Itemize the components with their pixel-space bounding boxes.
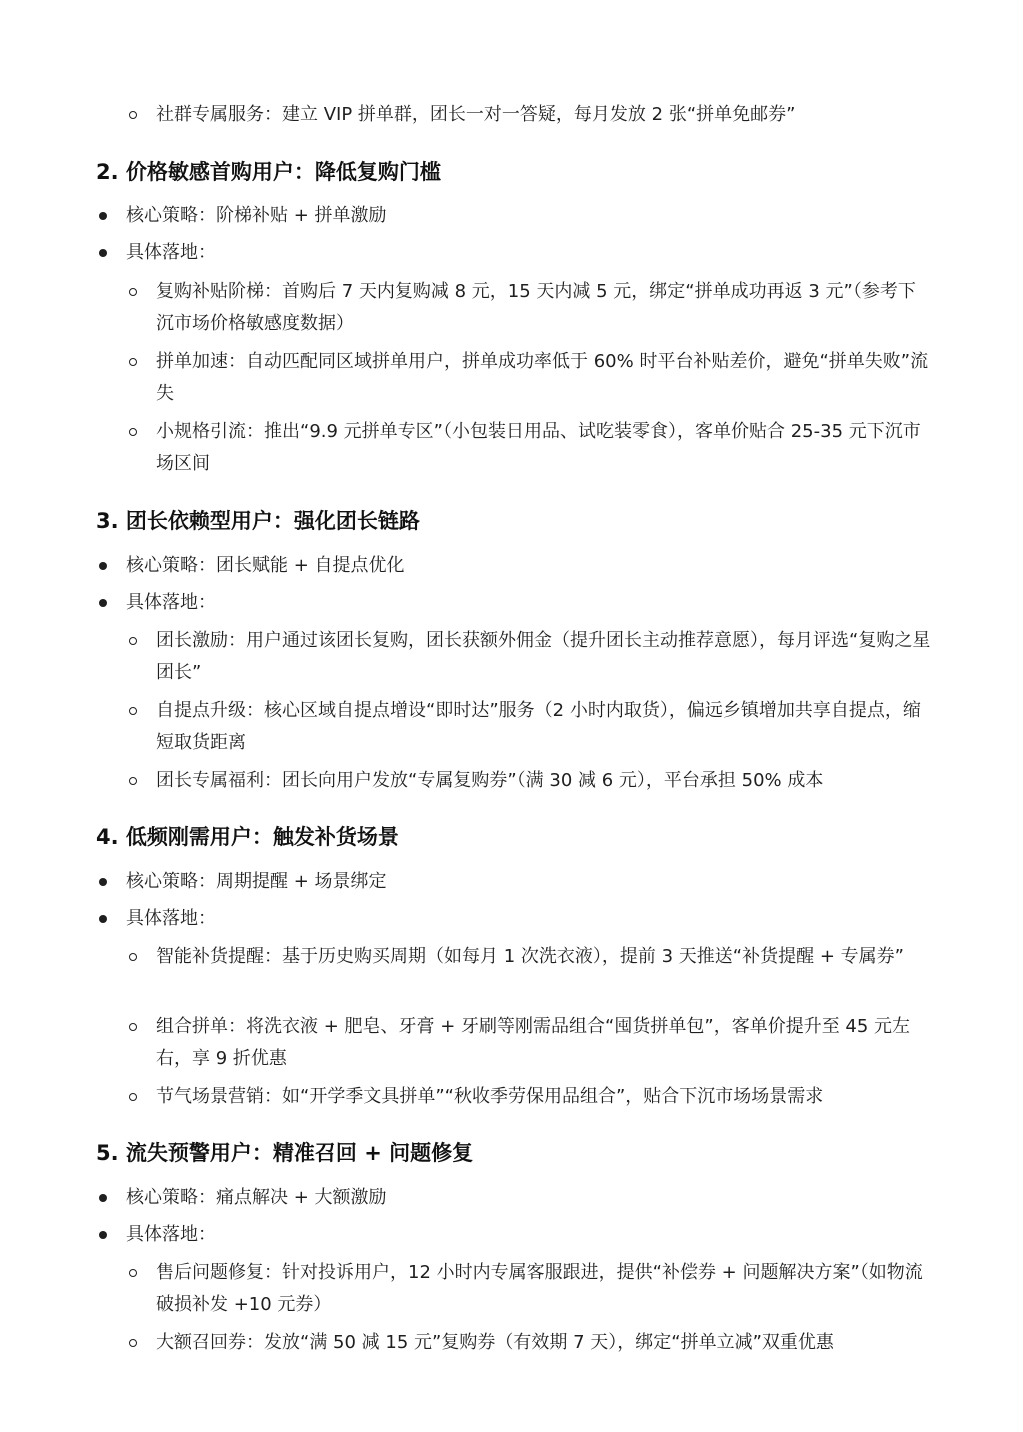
list-item-text: 核心策略：痛点解决 + 大额激励 bbox=[126, 1187, 387, 1208]
list-item bbox=[126, 200, 926, 232]
bullet-icon bbox=[99, 599, 107, 607]
list-item bbox=[126, 550, 926, 582]
list-item-text: 复购补贴阶梯：首购后 7 天内复购减 8 元，15 天内减 5 元，绑定“拼单成功再返 3 元”（参考下沉市场价格敏感度数据） bbox=[156, 281, 916, 334]
list-item bbox=[126, 1219, 926, 1251]
bullet-icon bbox=[99, 249, 107, 257]
hollow-bullet-icon bbox=[129, 1269, 137, 1277]
hollow-bullet-icon bbox=[129, 707, 137, 715]
list-item bbox=[156, 1081, 931, 1113]
list-item bbox=[126, 237, 926, 269]
list-item-text: 具体落地： bbox=[126, 908, 216, 929]
hollow-bullet-icon bbox=[129, 953, 137, 961]
list-item-text: 售后问题修复：针对投诉用户，12 小时内专属客服跟进，提供“补偿券 + 问题解决方案”（如物流破损补发 +10 元券） bbox=[156, 1262, 923, 1315]
list-item-text: 核心策略：团长赋能 + 自提点优化 bbox=[126, 555, 405, 576]
list-item bbox=[156, 695, 931, 759]
list-item bbox=[126, 1182, 926, 1214]
list-item bbox=[156, 1011, 931, 1075]
list-item-text: 节气场景营销：如“开学季文具拼单”“秋收季劳保用品组合”，贴合下沉市场场景需求 bbox=[156, 1086, 824, 1107]
list-item-text: 核心策略：周期提醒 + 场景绑定 bbox=[126, 871, 387, 892]
list-item-text: 大额召回券：发放“满 50 减 15 元”复购券（有效期 7 天），绑定“拼单立减”双重优惠 bbox=[156, 1332, 834, 1353]
section-heading: 2. 价格敏感首购用户：降低复购门槛 bbox=[96, 160, 441, 184]
bullet-icon bbox=[99, 915, 107, 923]
list-item bbox=[126, 587, 926, 619]
list-item bbox=[156, 1257, 931, 1321]
hollow-bullet-icon bbox=[129, 428, 137, 436]
list-item-text: 组合拼单：将洗衣液 + 肥皂、牙膏 + 牙刷等刚需品组合“囤货拼单包”，客单价提升至 45 元左右，享 9 折优惠 bbox=[156, 1016, 911, 1069]
bullet-icon bbox=[99, 1231, 107, 1239]
hollow-bullet-icon bbox=[129, 1093, 137, 1101]
hollow-bullet-icon bbox=[129, 1339, 137, 1347]
hollow-bullet-icon bbox=[129, 1023, 137, 1031]
list-item-text: 社群专属服务：建立 VIP 拼单群，团长一对一答疑，每月发放 2 张“拼单免邮券” bbox=[156, 104, 796, 125]
list-item-text: 小规格引流：推出“9.9 元拼单专区”（小包装日用品、试吃装零食），客单价贴合 25-35 元下沉市场区间 bbox=[156, 421, 921, 474]
bullet-icon bbox=[99, 562, 107, 570]
hollow-bullet-icon bbox=[129, 358, 137, 366]
hollow-bullet-icon bbox=[129, 111, 137, 119]
list-item-text: 拼单加速：自动匹配同区域拼单用户，拼单成功率低于 60% 时平台补贴差价，避免“拼单失败”流失 bbox=[156, 351, 929, 404]
list-item bbox=[126, 903, 926, 935]
list-item bbox=[156, 941, 931, 973]
list-item bbox=[156, 346, 931, 410]
list-item-text: 智能补货提醒：基于历史购买周期（如每月 1 次洗衣液），提前 3 天推送“补货提醒 + 专属券” bbox=[156, 946, 904, 967]
list-item bbox=[156, 765, 931, 797]
list-item-text: 团长专属福利：团长向用户发放“专属复购券”（满 30 减 6 元），平台承担 50% 成本 bbox=[156, 770, 824, 791]
section-heading: 4. 低频刚需用户：触发补货场景 bbox=[96, 825, 399, 849]
bullet-icon bbox=[99, 878, 107, 886]
list-item bbox=[126, 866, 926, 898]
list-item-text: 自提点升级：核心区域自提点增设“即时达”服务（2 小时内取货），偏远乡镇增加共享自提点，缩短取货距离 bbox=[156, 700, 921, 753]
list-item-text: 团长激励：用户通过该团长复购，团长获额外佣金（提升团长主动推荐意愿），每月评选“复购之星团长” bbox=[156, 630, 931, 683]
list-item bbox=[156, 99, 931, 131]
list-item bbox=[156, 625, 931, 689]
hollow-bullet-icon bbox=[129, 288, 137, 296]
bullet-icon bbox=[99, 1194, 107, 1202]
list-item-text: 核心策略：阶梯补贴 + 拼单激励 bbox=[126, 205, 387, 226]
list-item-text: 具体落地： bbox=[126, 1224, 216, 1245]
hollow-bullet-icon bbox=[129, 637, 137, 645]
bullet-icon bbox=[99, 212, 107, 220]
list-item-text: 具体落地： bbox=[126, 592, 216, 613]
list-item bbox=[156, 276, 931, 340]
section-heading: 5. 流失预警用户：精准召回 + 问题修复 bbox=[96, 1141, 474, 1165]
list-item-text: 具体落地： bbox=[126, 242, 216, 263]
list-item bbox=[156, 1327, 931, 1359]
section-heading: 3. 团长依赖型用户：强化团长链路 bbox=[96, 509, 420, 533]
list-item bbox=[156, 416, 931, 480]
hollow-bullet-icon bbox=[129, 777, 137, 785]
